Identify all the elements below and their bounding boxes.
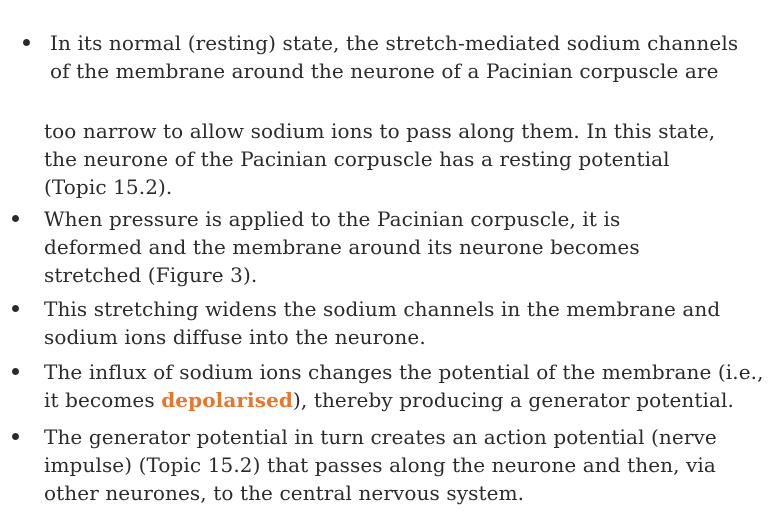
bullet-1-line-1: In its normal (resting) state, the stretch-mediated sodium channels xyxy=(50,31,739,55)
bullet-4-line-1: The influx of sodium ions changes the potential of the membrane (i.e., xyxy=(44,360,764,384)
bullet-3-line-2: sodium ions diffuse into the neurone. xyxy=(44,325,426,349)
bullet-1-line-2: of the membrane around the neurone of a Pacinian corpuscle are xyxy=(50,59,719,83)
continuation-line-1: too narrow to allow sodium ions to pass along them. In this state, xyxy=(44,119,716,143)
bullet-3-line-1: This stretching widens the sodium channels in the membrane and xyxy=(44,297,721,321)
bullet-5-line-1: The generator potential in turn creates an action potential (nerve xyxy=(44,425,717,449)
bullet-marker xyxy=(12,215,19,222)
bullet-marker xyxy=(23,39,30,46)
bullet-5-line-2: impulse) (Topic 15.2) that passes along the neurone and then, via xyxy=(44,453,716,477)
bullet-marker xyxy=(12,368,19,375)
bullet-4-line-2 xyxy=(44,387,734,413)
bullet-2-line-3: stretched (Figure 3). xyxy=(44,263,258,287)
bullet-marker xyxy=(12,305,19,312)
bullet-2-line-2: deformed and the membrane around its neurone becomes xyxy=(44,235,640,259)
continuation-line-2: the neurone of the Pacinian corpuscle has a resting potential xyxy=(44,147,670,171)
bullet-2-line-1: When pressure is applied to the Pacinian corpuscle, it is xyxy=(44,207,621,231)
depolarised-keyword: depolarised xyxy=(161,388,293,412)
bullet-4-line-2-start: it becomes xyxy=(44,388,162,412)
bullet-5-line-3: other neurones, to the central nervous system. xyxy=(44,481,525,505)
bullet-4-line-2-end: ), thereby producing a generator potential. xyxy=(293,388,734,412)
continuation-line-3: (Topic 15.2). xyxy=(44,175,173,199)
bullet-marker xyxy=(12,433,19,440)
